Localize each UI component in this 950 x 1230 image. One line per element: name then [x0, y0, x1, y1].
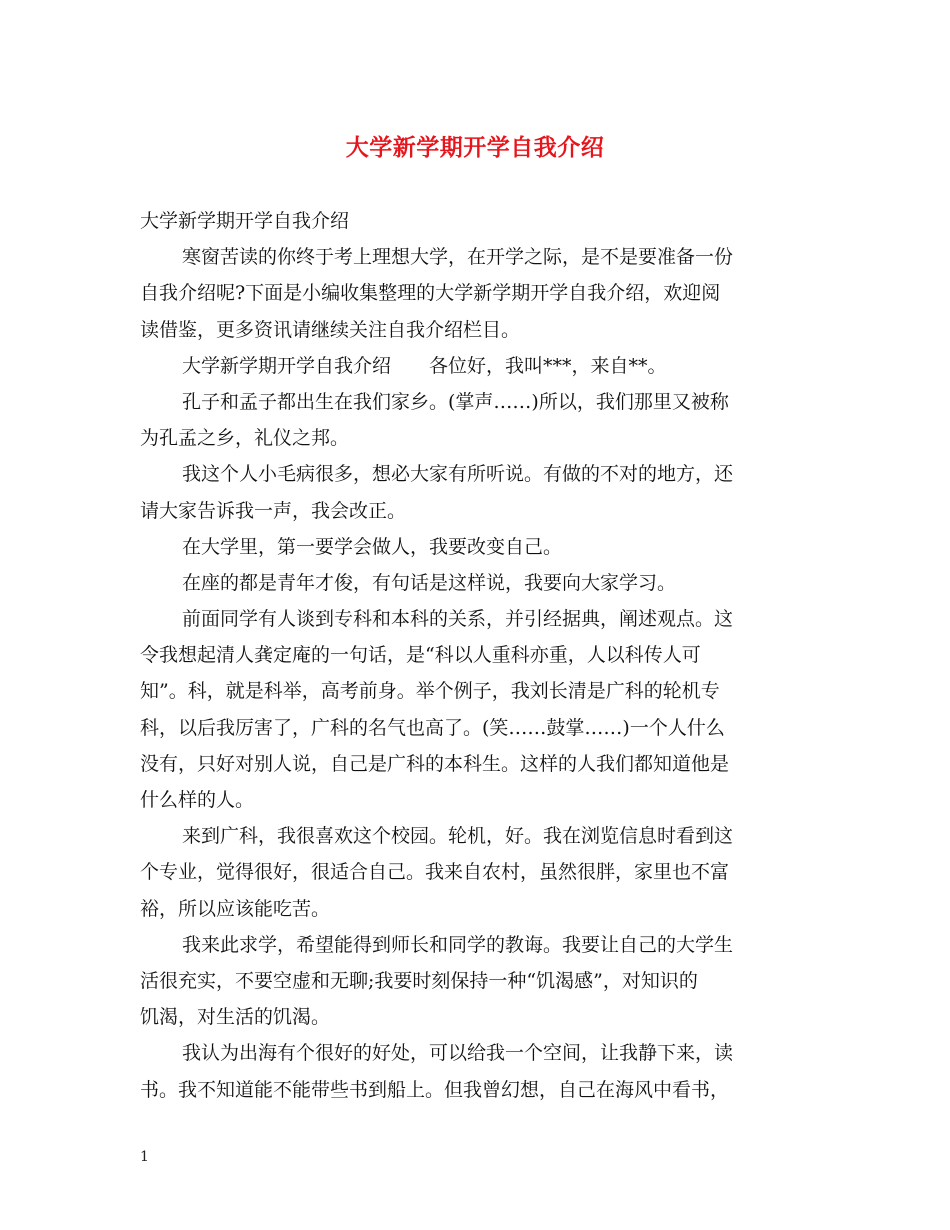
- body-text-line: 什么样的人。: [140, 789, 255, 811]
- body-text-line: 我认为出海有个很好的好处，可以给我一个空间，让我静下来，读: [182, 1042, 734, 1065]
- body-text-line: 活很充实，不要空虚和无聊;我要时刻保持一种“饥渴感”，对知识的: [140, 969, 698, 992]
- body-text-line: 大学新学期开学自我介绍 各位好，我叫***，来自**。: [182, 354, 667, 377]
- body-text-line: 在座的都是青年才俊，有句话是这样说，我要向大家学习。: [182, 571, 677, 594]
- document-body: [140, 203, 812, 1108]
- body-text-line: 书。我不知道能不能带些书到船上。但我曾幻想，自己在海风中看书，: [140, 1078, 730, 1101]
- body-text-line: 裕，所以应该能吃苦。: [140, 897, 331, 920]
- body-text-line: 请大家告诉我一声，我会改正。: [140, 499, 407, 522]
- body-text-line: 科，以后我厉害了，广科的名气也高了。(笑……鼓掌……)一个人什么: [140, 716, 725, 739]
- document-title: 大学新学期开学自我介绍: [345, 134, 605, 161]
- body-text-line: 为孔孟之乡，礼仪之邦。: [140, 427, 350, 450]
- body-text-line: 前面同学有人谈到专科和本科的关系，并引经据典，阐述观点。这: [182, 608, 734, 631]
- body-text-line: 个专业，觉得很好，很适合自己。我来自农村，虽然很胖，家里也不富: [140, 861, 730, 884]
- body-text-line: 自我介绍呢?下面是小编收集整理的大学新学期开学自我介绍，欢迎阅: [140, 282, 721, 305]
- body-text-line: 来到广科，我很喜欢这个校园。轮机，好。我在浏览信息时看到这: [182, 825, 734, 848]
- body-text-line: 没有，只好对别人说，自己是广科的本科生。这样的人我们都知道他是: [140, 752, 730, 775]
- body-text-line: 饥渴，对生活的饥渴。: [140, 1006, 331, 1029]
- body-text-line: 我这个人小毛病很多，想必大家有所听说。有做的不对的地方，还: [182, 463, 734, 486]
- body-text-line: 令我想起清人龚定庵的一句话，是“科以人重科亦重，人以科传人可: [140, 644, 701, 667]
- body-text-line: 在大学里，第一要学会做人，我要改变自己。: [182, 535, 563, 558]
- body-text-line: 我来此求学，希望能得到师长和同学的教诲。我要让自己的大学生: [182, 933, 734, 956]
- body-text-line: 大学新学期开学自我介绍: [140, 210, 350, 232]
- body-text-line: 寒窗苦读的你终于考上理想大学，在开学之际，是不是要准备一份: [182, 246, 734, 269]
- body-text-line: 读借鉴，更多资讯请继续关注自我介绍栏目。: [140, 318, 521, 341]
- body-text-line: 知”。科，就是科举，高考前身。举个例子，我刘长清是广科的轮机专: [140, 680, 720, 703]
- body-text-line: 孔子和孟子都出生在我们家乡。(掌声……)所以，我们那里又被称: [182, 390, 729, 413]
- page-number: 1: [140, 1149, 149, 1165]
